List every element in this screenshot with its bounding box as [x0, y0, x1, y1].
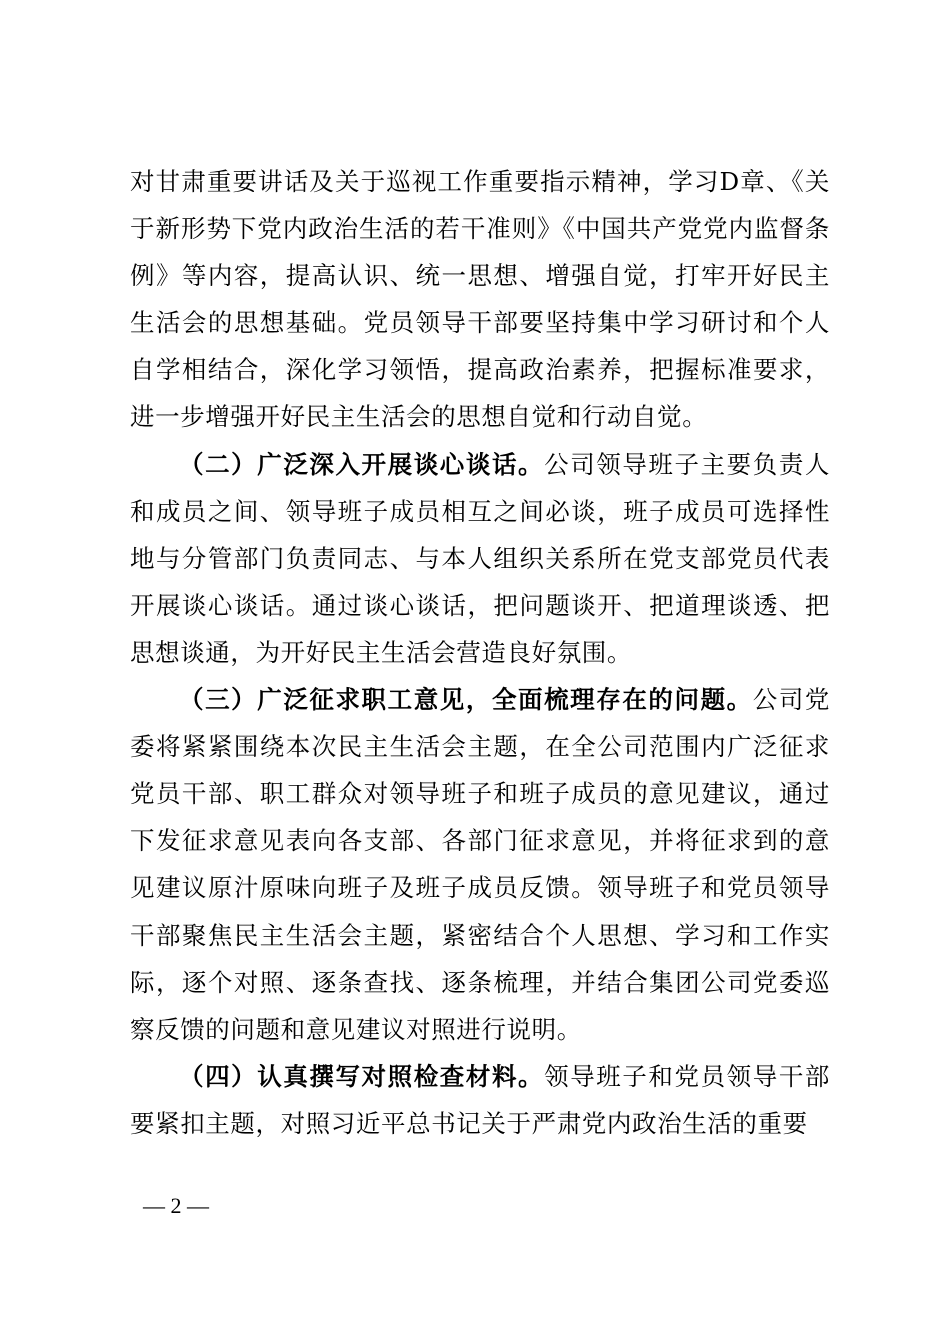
paragraph-heading: （二）广泛深入开展谈心谈话。	[179, 449, 545, 479]
paragraph-text: 公司党委将紧紧围绕本次民主生活会主题，在全公司范围内广泛征求党员干部、职工群众对领导班子和班子成员的意见建议，通过下发征求意见表向各支部、各部门征求意见，并将征求到的意见建议原汁原味向班子及班子成员反馈。领导班子和党员领导干部聚焦民主生活会主题，紧密结合个人思想、学习和工作实际，逐个对照、逐条查找、逐条梳理，并结合集团公司党委巡察反馈的问题和意见建议对照进行说明。	[130, 685, 830, 1044]
page-number: — 2 —	[143, 1193, 209, 1218]
paragraph-text: 领导班子和党员领导干部要紧扣主题，对照习近平总书记关于严肃党内政治生活的重要	[130, 1061, 830, 1138]
paragraph-continuation	[130, 158, 830, 441]
paragraph-talks	[130, 441, 830, 676]
paragraph-text: 公司领导班子主要负责人和成员之间、领导班子成员相互之间必谈，班子成员可选择性地与分管部门负责同志、与本人组织关系所在党支部党员代表开展谈心谈话。通过谈心谈话，把问题谈开、把道理谈透、把思想谈通，为开好民主生活会营造良好氛围。	[130, 449, 830, 667]
paragraph-heading: （四）认真撰写对照检查材料。	[179, 1061, 545, 1091]
paragraph-text: 对甘肃重要讲话及关于巡视工作重要指示精神，学习D章、《关于新形势下党内政治生活的若干准则》《中国共产党党内监督条例》等内容，提高认识、统一思想、增强自觉，打牢开好民主生活会的思想基础。党员领导干部要坚持集中学习研讨和个人自学相结合，深化学习领悟，提高政治素养，把握标准要求，进一步增强开好民主生活会的思想自觉和行动自觉。	[130, 167, 830, 432]
paragraph-opinions	[130, 676, 830, 1053]
document-body	[130, 158, 830, 1147]
paragraph-materials	[130, 1053, 830, 1147]
paragraph-heading: （三）广泛征求职工意见，全面梳理存在的问题。	[179, 685, 753, 715]
